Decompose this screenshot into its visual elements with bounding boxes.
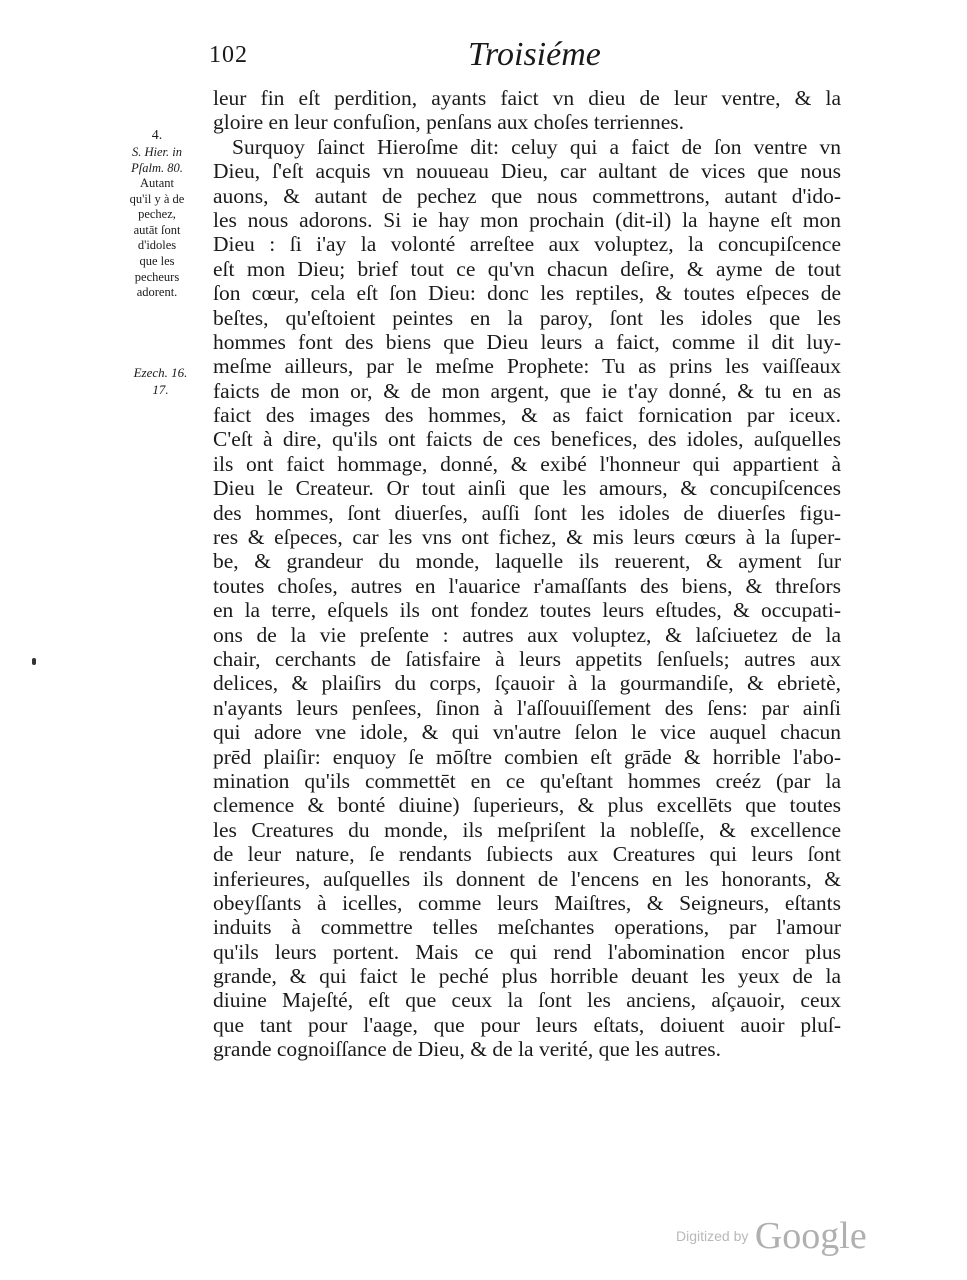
text-line: des hommes, ſont diuerſes, auſſi ſont les idoles de diuerſes figu- xyxy=(213,500,841,525)
text-line: ons de la vie preſente : autres aux voluptez, & laſciuetez de la xyxy=(213,622,841,647)
text-line: eſt mon Dieu; brief tout ce qu'vn chacun deſire, & ayme de tout xyxy=(213,256,841,281)
text-line: mination qu'ils commettēt en ce qu'eſtant hommes creéz (par la xyxy=(213,768,841,793)
text-line: toutes choſes, autres en l'auarice r'amaſſants des biens, & threſors xyxy=(213,573,841,598)
digitized-by-google-watermark xyxy=(676,1214,867,1258)
margin-note-line: Autant xyxy=(139,176,175,190)
text-line: Dieu le Createur. Or tout ainſi que les amours, & concupiſcences xyxy=(213,476,841,501)
text-line: qui adore vne idole, & qui vn'autre ſelon le vice auquel chacun xyxy=(213,720,841,745)
text-line: ils ont faict hommage, donné, & exibé l'honneur qui appartient à xyxy=(213,451,841,476)
text-line: obeyſſants à icelles, comme leurs Maiſtres, & Seigneurs, eſtants xyxy=(213,890,841,915)
margin-note-line: adorent. xyxy=(136,285,178,300)
text-line: Dieu : ſi i'ay la volonté arreſtee aux voluptez, la concupiſcence xyxy=(213,232,841,257)
margin-note-number: 4. xyxy=(151,128,163,143)
text-line: que tant pour l'aage, que pour leurs eſtats, doiuent auoir pluſ- xyxy=(213,1012,841,1037)
margin-note-hieronymus xyxy=(108,128,206,301)
text-line: de leur nature, ſe rendants ſubiects aux Creatures qui leurs ſont xyxy=(213,842,841,867)
text-line: grande, & qui faict le peché plus horrible deuant les yeux de la xyxy=(213,964,841,989)
text-line: delices, & plaiſirs du corps, ſçauoir à la gourmandiſe, & ebrietè, xyxy=(213,671,841,696)
text-line: leur fin eſt perdition, ayants faict vn dieu de leur ventre, & la xyxy=(213,86,841,110)
text-line: C'eſt à dire, qu'ils ont faicts de ces benefices, des idoles, auſquelles xyxy=(213,427,841,452)
margin-note-reference: S. Hier. in xyxy=(132,145,182,159)
margin-note-line: que les xyxy=(139,253,175,268)
text-line: gloire en leur confuſion, penſans aux choſes terriennes. xyxy=(213,110,685,135)
margin-note-line: pechez, xyxy=(138,207,176,222)
text-line: Dieu, ſ'eſt acquis vn nouueau Dieu, car aultant de vices que nous xyxy=(213,159,841,184)
margin-note-reference: 17. xyxy=(152,382,169,397)
text-line: en la terre, eſquels ils ont fondez toutes leurs eſtudes, & occupati- xyxy=(213,598,841,623)
body-text xyxy=(213,86,841,1062)
text-line: inferieures, auſquelles ils donnent de l'encens en les honorants, & xyxy=(213,866,841,891)
text-line: grande cognoiſſance de Dieu, & de la verité, que les autres. xyxy=(213,1037,722,1062)
text-line: auons, & autant de pechez que nous commettrons, autant d'ido- xyxy=(213,183,841,208)
text-line: clemence & bonté diuine) ſuperieurs, & plus excellēts que toutes xyxy=(213,793,841,818)
text-line: n'ayants leurs penſees, ſinon à l'aſſouuiſſement des ſens: par ainſi xyxy=(213,695,841,720)
text-line: les nous adorons. Si ie hay mon prochain (dit-il) la hayne eſt mon xyxy=(213,207,841,232)
text-line: chair, cerchants de ſatisfaire à leurs appetits ſenſuels; autres aux xyxy=(213,646,841,671)
ink-speck xyxy=(32,658,36,665)
text-line: diuine Majeſté, eſt que ceux la ſont les anciens, aſçauoir, ceux xyxy=(213,988,841,1013)
watermark-prefix: Digitized by xyxy=(676,1228,749,1244)
text-line: meſme ailleurs, par le meſme Prophete: Tu as prins les vaiſſeaux xyxy=(213,354,841,379)
text-line: les Creatures du monde, ils meſpriſent la nobleſſe, & excellence xyxy=(213,817,841,842)
margin-note-line: pecheurs xyxy=(134,269,180,284)
text-line: faicts de mon or, & de mon argent, que ie t'ay donné, & tu en as xyxy=(213,378,841,403)
page-number: 102 xyxy=(209,42,248,68)
text-line: Surquoy ſainct Hieroſme dit: celuy qui a faict de ſon ventre vn xyxy=(232,134,841,159)
text-line: res & eſpeces, car les vns ont fichez, & mis leurs cœurs à la ſuper- xyxy=(213,525,841,550)
text-line: be, & grandeur du monde, laquelle ils reuerent, & ayment ſur xyxy=(213,549,841,574)
google-logo-text: Google xyxy=(754,1215,867,1257)
text-line: prēd plaiſir: enquoy ſe mōſtre combien eſt grāde & horrible l'abo- xyxy=(213,744,841,769)
text-line: beſtes, qu'eſtoient peintes en la paroy, ſont les idoles que les xyxy=(213,305,841,330)
text-line: hommes font des biens que Dieu leurs a faict, comme il dit luy- xyxy=(213,329,841,354)
running-head: Troisiéme xyxy=(468,36,601,73)
margin-note-ezechiel xyxy=(113,364,208,398)
text-line: qu'ils leurs portent. Mais ce qui rend l'abomination encor plus xyxy=(213,939,841,964)
margin-note-reference: Ezech. 16. xyxy=(133,365,188,380)
text-line: faict des images des hommes, & as faict fornication par iceux. xyxy=(213,403,841,428)
margin-note-reference: Pſalm. 80. xyxy=(131,161,183,175)
margin-note-line: qu'il y à de xyxy=(129,191,185,206)
margin-note-line: d'idoles xyxy=(137,238,177,253)
margin-note-line: autāt ſont xyxy=(133,222,181,237)
text-line: induits à commettre telles meſchantes operations, par l'amour xyxy=(213,915,841,940)
text-line: ſon cœur, cela eſt ſon Dieu: donc les reptiles, & toutes eſpeces de xyxy=(213,281,841,306)
